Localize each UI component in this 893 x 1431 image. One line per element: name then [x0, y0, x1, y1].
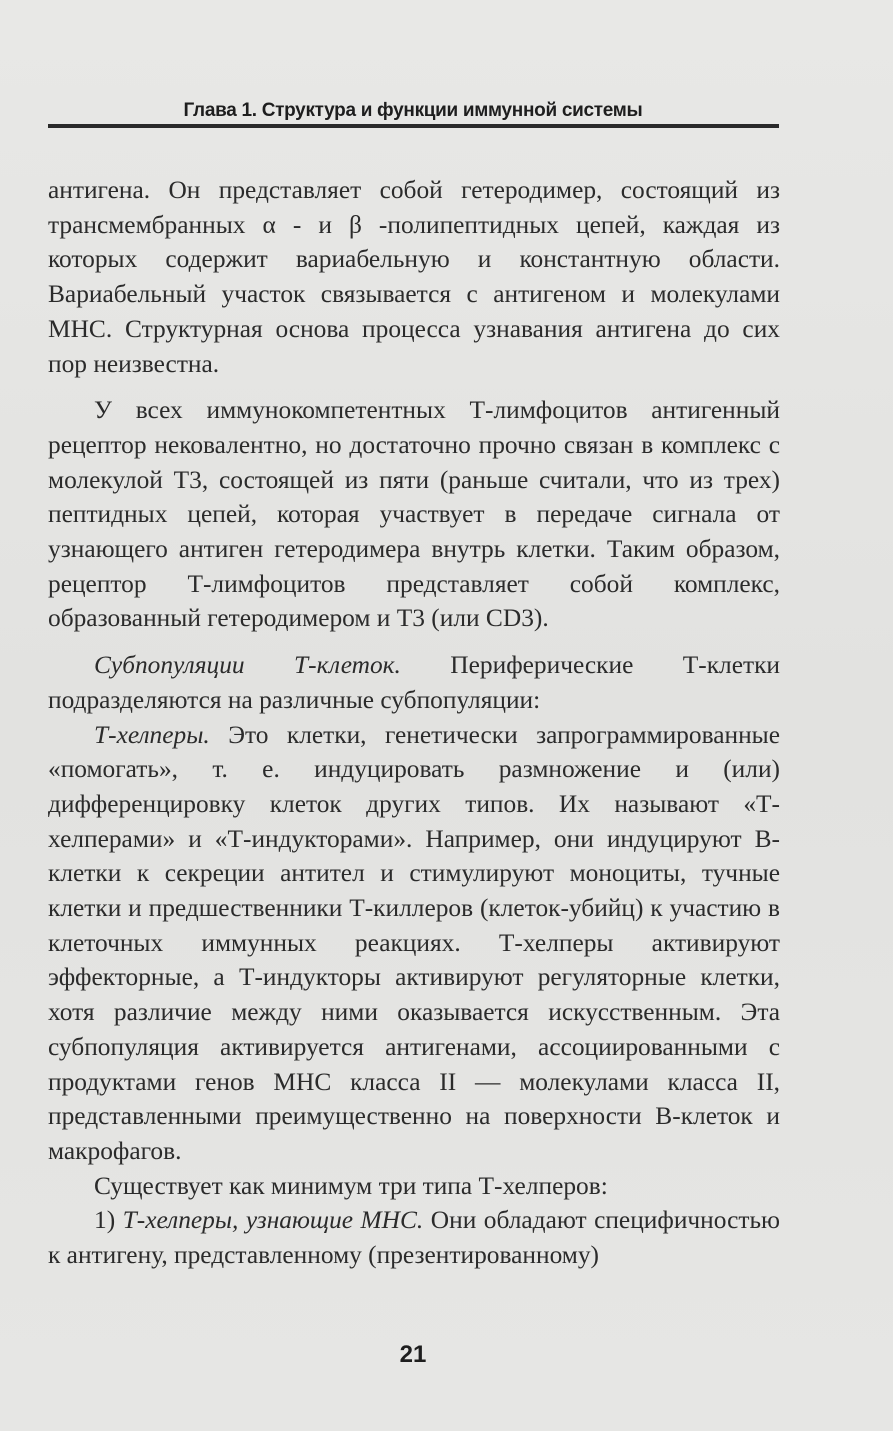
- header-rule: [48, 124, 779, 128]
- paragraph-text: Это клетки, генетически запрограммированные «помогать», т. е. индуцировать размножение и (или) дифференцировку клеток других типов. Их называют «Т-хелперами» и «Т-индукторами». Например, они индуцируют В-клетки к секреции антител и стимулируют моноциты, тучные клетки и предшественники Т-киллеров (клеток-убийц) к участию в клеточных иммунных реакциях. Т-хелперы активируют эффекторные, а Т-индукторы активируют регуляторные клетки, хотя различие между ними оказывается искусственным. Эта субпопуляция активируется антигенами, ассоциированными с продуктами генов МНС класса II — молекулами класса II, представленными преимущественно на поверхности В-клеток и макрофагов.: [48, 720, 780, 1165]
- running-head: Глава 1. Структура и функции иммунной системы: [183, 100, 643, 121]
- paragraph-antigen-receptor: [48, 173, 780, 381]
- list-number: 1): [94, 1206, 123, 1235]
- paragraph-text: У всех иммунокомпетентных Т-лимфоцитов антигенный рецептор нековалентно, но достаточно прочно связан в комплекс с молекулой Т3, состоящей из пяти (раньше считали, что из трех) пептидных цепей, которая участвует в передаче сигнала от узнающего антиген гетеродимера внутрь клетки. Таким образом, рецептор Т-лимфоцитов представляет собой комплекс, образованный гетеродимером и Т3 (или CD3).: [48, 396, 780, 633]
- page-number: 21: [399, 1341, 427, 1368]
- paragraph-text: Существует как минимум три типа Т-хелперов:: [94, 1171, 608, 1200]
- paragraph-subpopulations: [48, 648, 780, 717]
- paragraph-lead-italic: Субпопуляции Т-клеток.: [94, 651, 401, 680]
- paragraph-helper-types: [48, 1169, 780, 1204]
- paragraph-lead-italic: Т-хелперы.: [94, 720, 210, 749]
- body-text: [48, 173, 780, 1273]
- paragraph-text: Они обладают специфичностью к антигену, представленному (презентированному): [48, 1206, 781, 1270]
- paragraph-t3-complex: [48, 393, 780, 636]
- paragraph-text: Периферические Т-клетки подразделяются на различные субпопуляции:: [48, 651, 781, 714]
- paragraph-mhc-helpers: [48, 1203, 780, 1272]
- paragraph-t-helpers: [48, 718, 780, 1169]
- paragraph-lead-italic: Т-хелперы, узнающие МНС.: [122, 1206, 424, 1235]
- paragraph-text: антигена. Он представляет собой гетеродимер, состоящий из трансмембранных α - и β -полипептидных цепей, каждая из которых содержит вариабельную и константную области. Вариабельный участок связывается с антигеном и молекулами МНС. Структурная основа процесса узнавания антигена до сих пор неизвестна.: [48, 176, 780, 378]
